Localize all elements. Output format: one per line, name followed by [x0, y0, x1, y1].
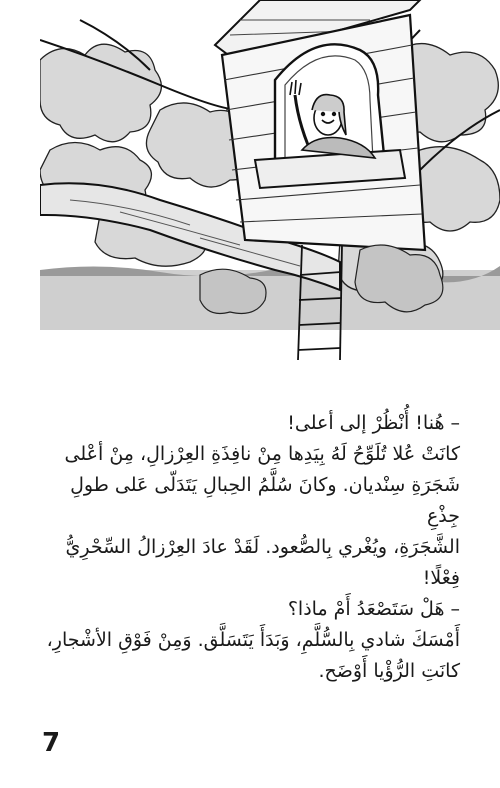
story-line: شَجَرَةِ سِنْديان. وكانَ سُلَّمُ الحِبالِ يَتَدَلّى عَلى طولِ جِذْعِ: [70, 474, 460, 527]
story-line: الشَّجَرَةِ، ويُغْري بِالصُّعود. لَقَدْ عادَ العِرْزالُ السِّحْرِيُّ فِعْلًا!: [65, 536, 460, 589]
story-line: كانَتِ الرُّؤْيا أَوْضَح.: [318, 660, 460, 682]
page-number: 7: [42, 728, 61, 758]
treehouse-illustration: [40, 0, 500, 360]
story-line: – هُنا! أُنْظُرْ إلى أعلى!: [287, 412, 460, 434]
story-text: [40, 408, 460, 687]
story-line: – هَلْ سَتَصْعَدُ أَمْ ماذا؟: [287, 598, 460, 620]
story-line: أَمْسَكَ شادي بِالسُّلَّمِ، وَبَدَأَ يَتَسَلَّق. وَمِنْ فَوْقِ الأشْجارِ،: [46, 629, 460, 651]
treehouse: [215, 0, 425, 250]
story-line: كانَتْ عُلا تُلَوِّحُ لَهُ بِيَدِها مِنْ نافِذَةِ العِرْزالِ، مِنْ أعْلى: [64, 443, 460, 465]
